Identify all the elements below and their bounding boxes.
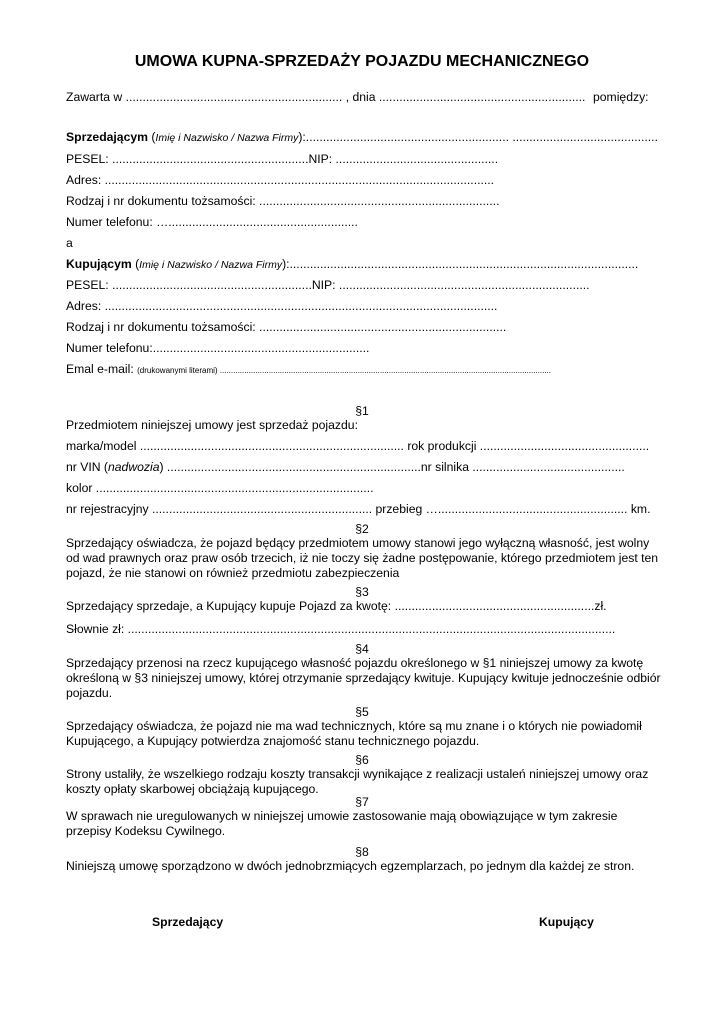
vehicle-registration-mileage-line: nr rejestracyjny ................................................................. przebieg …........................................................ km.: [66, 502, 651, 516]
section-2-text: Sprzedający oświadcza, że pojazd będący przedmiotem umowy stanowi jego wyłączną własność, jest wolny od wad prawnych oraz praw osób trzecich, iż nie toczy się żadne postępowanie, którego przedmiotem jest ten pojazd, że nie stanowi on również przedmiotu zabezpieczenia: [66, 536, 659, 580]
buyer-email-label: Emal e-mail:: [66, 362, 138, 376]
section-8-text: Niniejszą umowę sporządzono w dwóch jednobrzmiących egzemplarzach, po jednym dla każdej ze stron.: [66, 859, 635, 873]
seller-signature-label: Sprzedający: [152, 915, 224, 929]
section-7-heading: §7: [355, 795, 369, 809]
seller-pesel-nip-line: PESEL: ..........................................................NIP: ................................................: [66, 152, 499, 166]
section-5-text: Sprzedający oświadcza, że pojazd nie ma wad technicznych, które są mu znane i o których nie powiadomił Kupującego, a Kupujący potwierdza znajomość stanu technicznego pojazdu.: [66, 719, 642, 748]
and-word: a: [66, 236, 73, 250]
section-6-heading: §6: [355, 753, 369, 767]
section-3-heading: §3: [355, 585, 369, 599]
buyer-email-hint: (drukowanymi literami) .....................................................................................................................................................: [137, 366, 551, 375]
buyer-name-field: ):.......................................................................................................: [282, 257, 639, 271]
section-4-text: Sprzedający przenosi na rzecz kupującego własność pojazdu określonego w §1 niniejszej umowy za kwotę określoną w §3 niniejszej umowy, której otrzymanie sprzedający kwituje. Kupujący kwituje jednocześnie odbiór pojazdu.: [66, 656, 661, 700]
seller-address-line: Adres: ...................................................................................................................: [66, 173, 495, 187]
vehicle-make-year-line: marka/model .............................................................................. rok produkcji ..................................................: [66, 439, 650, 453]
between-label: pomiędzy:: [593, 90, 649, 104]
vehicle-color-line: kolor ..................................................................................: [66, 481, 374, 495]
vin-label: nr VIN (: [66, 460, 108, 474]
buyer-phone-line: Numer telefonu:................................................................: [66, 341, 370, 355]
section-5-heading: §5: [355, 705, 369, 719]
seller-hint-open: (: [147, 130, 156, 144]
contract-place-date-line: Zawarta w ................................................................ , dnia .............................................................: [66, 90, 586, 104]
section-3-words-line: Słownie zł: ................................................................................................................................................: [66, 622, 616, 636]
seller-label: Sprzedającym: [66, 130, 148, 144]
vin-body-word: nadwozia: [107, 460, 160, 474]
seller-phone-line: Numer telefonu: …........................................................: [66, 215, 358, 229]
seller-hint: Imię i Nazwisko / Nazwa Firmy: [155, 132, 299, 144]
vin-engine-fields: ) ...........................................................................nr silnika .............................................: [159, 460, 625, 474]
section-7-text: W sprawach nie uregulowanych w niniejszej umowie zastosowanie mają obowiązujące w tym zakresie przepisy Kodeksu Cywilnego.: [66, 809, 618, 838]
section-3-price-line: Sprzedający sprzedaje, a Kupujący kupuje Pojazd za kwotę: ...........................................................zł.: [66, 599, 607, 613]
buyer-id-doc-line: Rodzaj i nr dokumentu tożsamości: .........................................................................: [66, 320, 507, 334]
vehicle-vin-engine-line: [66, 460, 625, 474]
buyer-signature-label: Kupujący: [539, 915, 594, 929]
buyer-name-line: [66, 257, 638, 272]
buyer-pesel-nip-line: PESEL: ...........................................................NIP: ..........................................................................: [66, 278, 590, 292]
section-6-text: Strony ustaliły, że wszelkiego rodzaju koszty transakcji wynikające z realizacji ustaleń niniejszej umowy oraz koszty opłaty skarbowej obciążają kupującego.: [66, 767, 649, 796]
section-1-heading: §1: [355, 404, 369, 418]
section-1-intro: Przedmiotem niniejszej umowy jest sprzedaż pojazdu:: [66, 418, 358, 432]
section-8-heading: §8: [355, 845, 369, 859]
buyer-hint: Imię i Nazwisko / Nazwa Firmy: [139, 259, 283, 271]
buyer-address-line: Adres: ....................................................................................................................: [66, 299, 498, 313]
section-2-heading: §2: [355, 522, 369, 536]
buyer-email-line: [66, 362, 551, 378]
seller-id-doc-line: Rodzaj i nr dokumentu tożsamości: .......................................................................: [66, 194, 500, 208]
section-4-heading: §4: [355, 642, 369, 656]
seller-name-field: ):............................................................ ...........................................: [298, 130, 658, 144]
buyer-hint-open: (: [131, 257, 140, 271]
seller-name-line: [66, 130, 658, 145]
buyer-label: Kupującym: [66, 257, 132, 271]
document-title: UMOWA KUPNA-SPRZEDAŻY POJAZDU MECHANICZNEGO: [134, 53, 590, 70]
